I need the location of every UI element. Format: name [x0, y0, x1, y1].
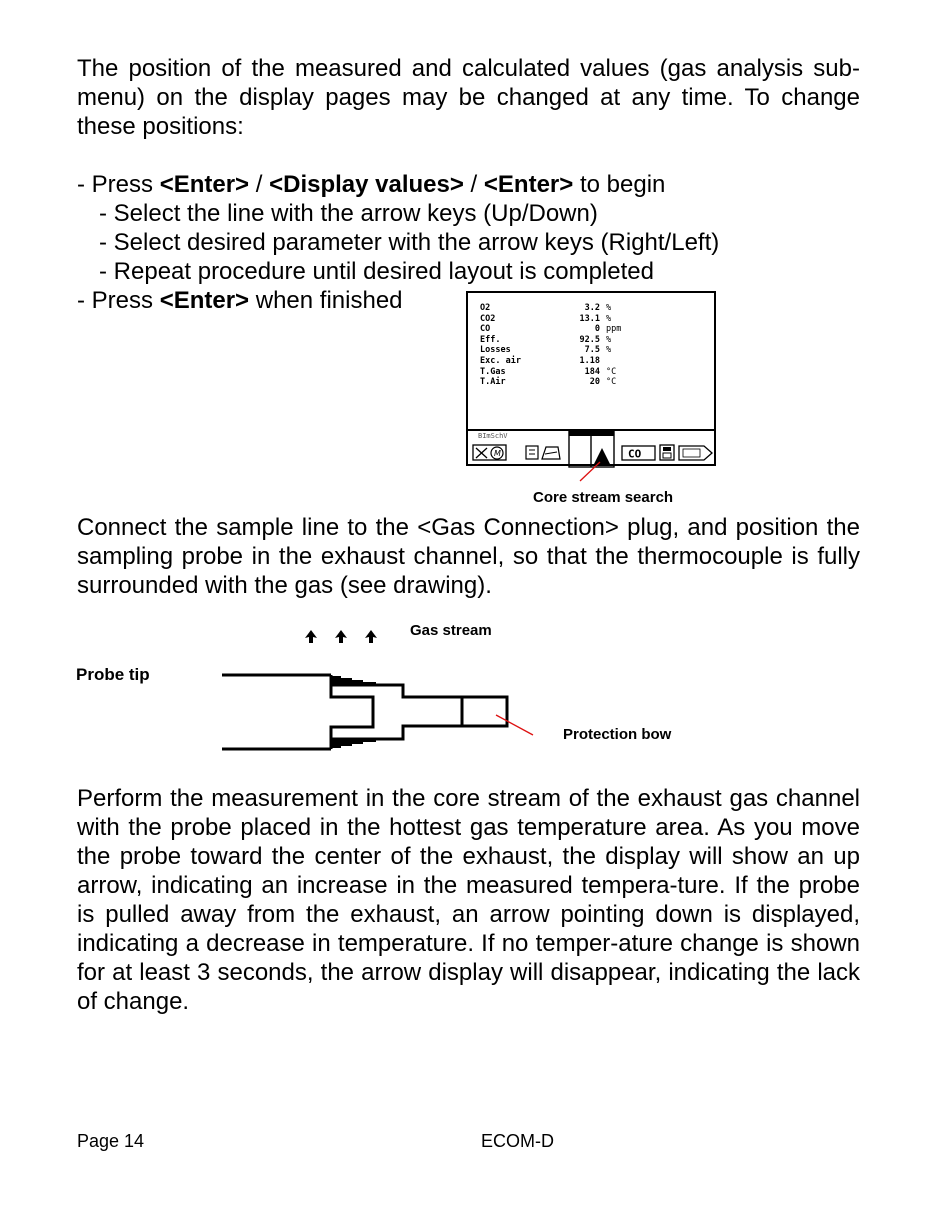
probe-tip-label: Probe tip [76, 665, 150, 684]
step-begin: - Press <Enter> / <Display values> / <Enter> to begin [77, 171, 666, 198]
intro-paragraph: The position of the measured and calculated values (gas analysis sub-menu) on the display pages may be changed at any time. To change these positions: [77, 55, 860, 140]
save-key-icon[interactable] [660, 445, 674, 460]
print-key-icon[interactable] [526, 446, 560, 459]
gas-stream-arrows [305, 630, 377, 643]
reading-row: CO 0 ppm [480, 324, 622, 335]
softkey-bar [468, 429, 714, 464]
step-select-parameter: - Select desired parameter with the arrow keys (Right/Left) [99, 229, 720, 256]
exit-key-icon[interactable] [473, 445, 506, 460]
connect-paragraph: Connect the sample line to the <Gas Connection> plug, and position the sampling probe in the exhaust channel, so that the thermocouple is fully surrounded with the gas (see drawing). [77, 514, 860, 599]
up-arrow-icon [365, 630, 377, 643]
reading-row: Exc. air 1.18 [480, 355, 600, 366]
page-number: Page 14 [77, 1131, 145, 1151]
device-display [466, 291, 716, 466]
reading-row: Eff. 92.5 % [480, 334, 612, 345]
next-page-key-icon[interactable] [679, 446, 712, 460]
reading-row: Losses 7.5 % [480, 345, 612, 356]
step-finish: - Press <Enter> when finished [77, 287, 403, 314]
gas-stream-label: Gas stream [410, 622, 492, 639]
step-repeat: - Repeat procedure until desired layout is completed [99, 258, 654, 285]
protection-bow-pointer [496, 715, 533, 735]
core-stream-indicator [569, 431, 614, 467]
reading-row: T.Gas 184 °C [480, 366, 617, 377]
reading-row: T.Air 20 °C [480, 377, 617, 388]
probe-body [222, 675, 507, 749]
readings-list [480, 303, 636, 388]
up-arrow-icon [335, 630, 347, 643]
up-arrow-icon [594, 448, 610, 464]
softkey-icons [466, 429, 716, 469]
svg-text:M: M [494, 449, 501, 458]
co-key-icon[interactable] [622, 446, 655, 461]
probe-ribs [331, 676, 376, 748]
protection-bow-label: Protection bow [563, 726, 672, 743]
up-arrow-icon [305, 630, 317, 643]
core-stream-caption: Core stream search [533, 489, 674, 506]
reading-row: CO2 13.1 % [480, 313, 612, 324]
document-name: ECOM-D [481, 1131, 554, 1151]
svg-text:CO: CO [628, 447, 642, 461]
reading-row: O2 3.2 % [480, 303, 612, 313]
step-select-line: - Select the line with the arrow keys (Up/Down) [99, 200, 598, 227]
mode-label: BImSchV [478, 432, 508, 440]
measure-paragraph: Perform the measurement in the core stream of the exhaust gas channel with the probe placed in the hottest gas temperature area. As you move the probe toward the center of the exhaust, the display will show an up arrow, indicating an increase in the measured tempera-ture. If the probe is pulled away from the exhaust, an arrow pointing down is displayed, indicating a decrease in temperature. If no temper-ature change is shown for at least 3 seconds, the arrow display will disappear, indicating the lack of change. [77, 785, 860, 1015]
